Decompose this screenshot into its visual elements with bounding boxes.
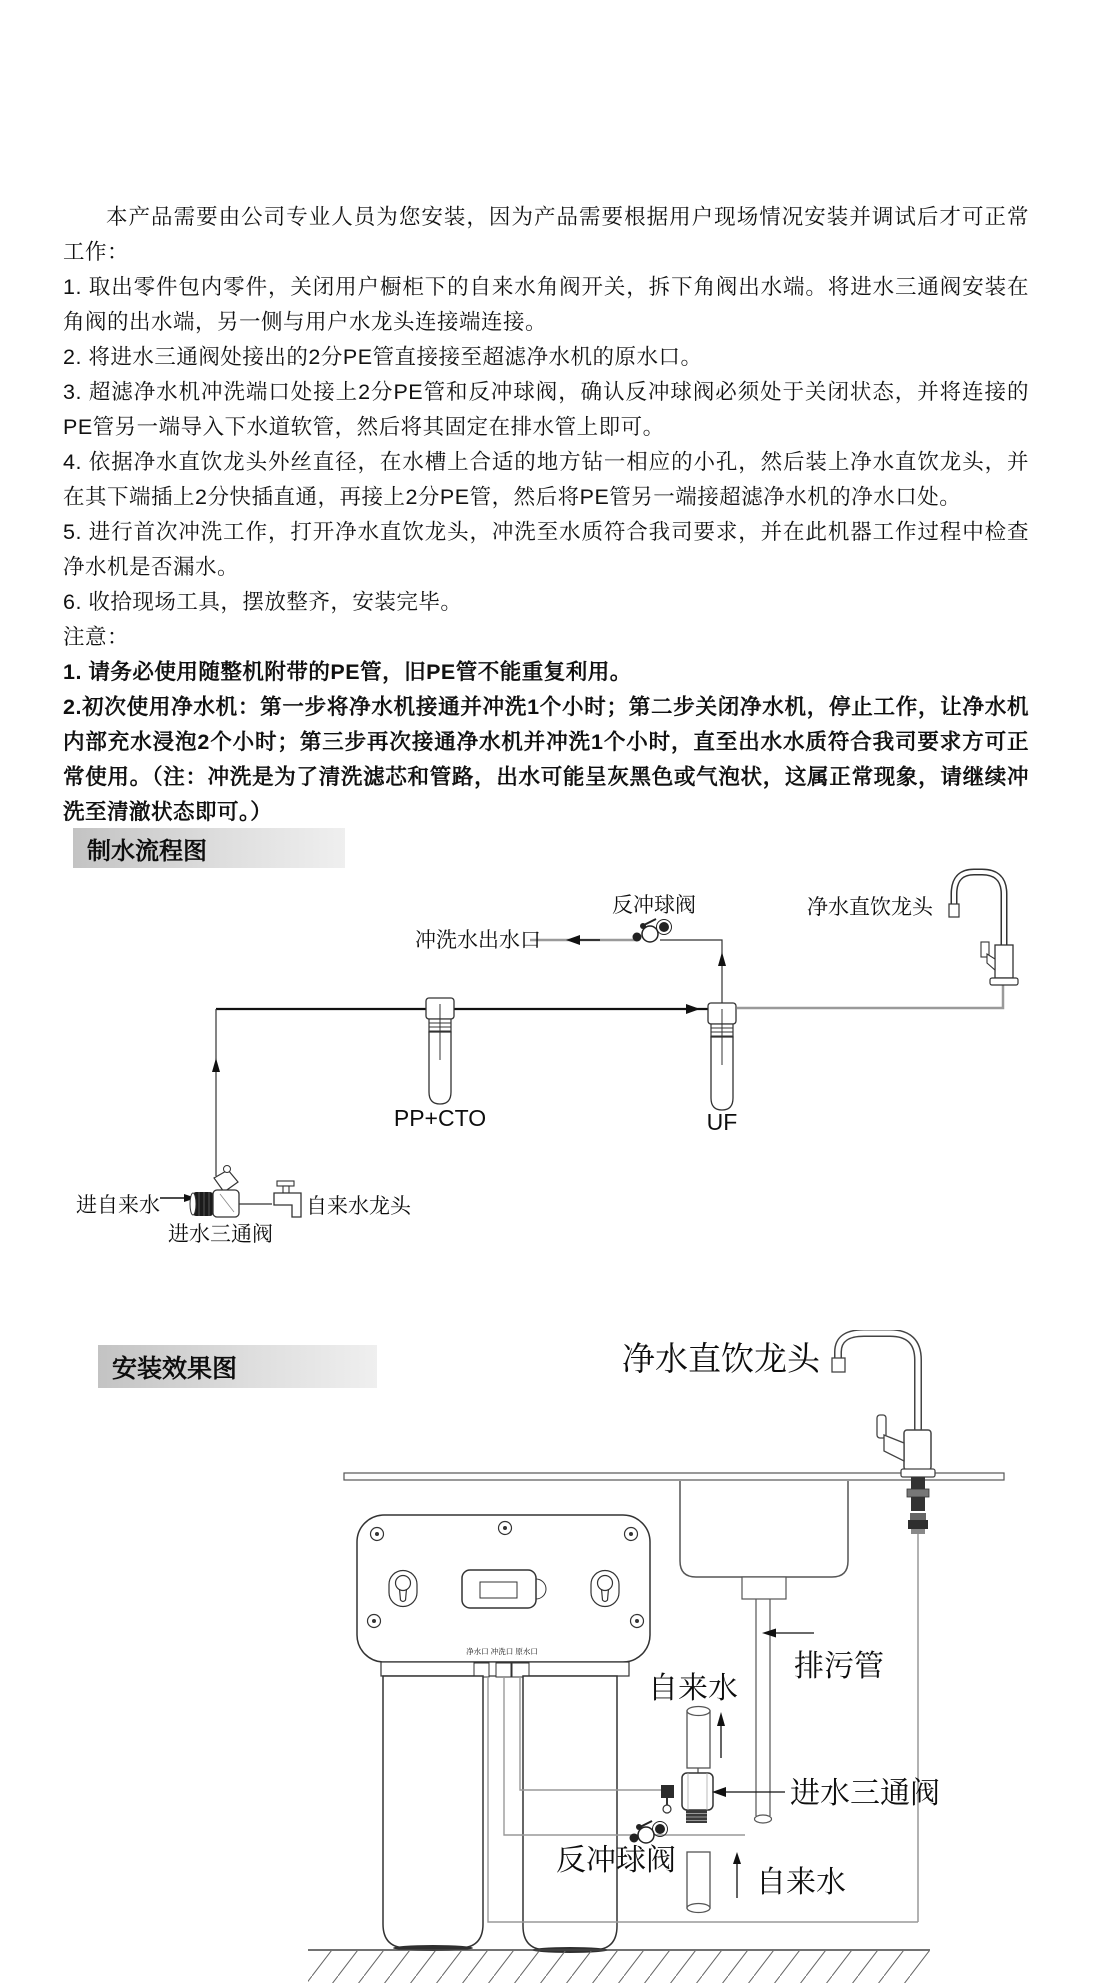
drain-pipe-label: 排污管 <box>794 1650 884 1683</box>
sink <box>680 1481 848 1577</box>
backwash-ball-valve-icon <box>630 1821 668 1843</box>
tap-water-pipe-lower <box>687 1852 710 1913</box>
left-arrow-icon <box>566 935 580 945</box>
step-4: 4. 依据净水直饮龙头外丝直径，在水槽上合适的地方钻一相应的小孔，然后装上净水直饮龙头，并在其下端插上2分快插直通，再接上2分PE管，然后将PE管另一端接超滤净水机的净水口处。 <box>63 450 1029 509</box>
up-arrow-icon <box>718 952 726 966</box>
display-panel <box>462 1570 546 1608</box>
inlet-tee-valve-label: 进水三通阀 <box>168 1223 273 1246</box>
pp-cto-filter-icon <box>426 998 454 1104</box>
drinking-faucet-icon <box>832 1333 935 1922</box>
right-arrow-icon <box>686 1004 700 1014</box>
filter-bottle <box>383 1676 483 1951</box>
note-2: 2.初次使用净水机：第一步将净水机接通并冲洗1个小时；第二步关闭净水机，停止工作，让净水机内部充水浸泡2个小时；第三步再次接通净水机并冲洗1个小时，直至出水水质符合我司要求方可正常使用。（注：冲洗是为了清洗滤芯和管路，出水可能呈灰黑色或气泡状，这属正常现象，请继续冲洗至清澈状态即可。） <box>63 695 1029 824</box>
uf-label: UF <box>706 1109 738 1135</box>
pp-cto-label: PP+CTO <box>393 1105 487 1131</box>
up-arrow-icon <box>733 1852 741 1864</box>
flow-section-title: 制水流程图 <box>87 837 207 865</box>
step-2: 2. 将进水三通阀处接出的2分PE管直接接至超滤净水机的原水口。 <box>63 345 703 369</box>
up-arrow-icon <box>717 1712 725 1726</box>
uf-filter-icon <box>708 1003 736 1110</box>
tap-water-upper-label: 自来水 <box>648 1672 738 1705</box>
tap-water-pipe-upper <box>687 1707 710 1769</box>
clean-water-tube <box>737 985 1003 1008</box>
inlet-tee-valve-label: 进水三通阀 <box>790 1777 940 1810</box>
kitchen-tap-icon <box>274 1181 301 1217</box>
backwash-ball-valve-icon <box>633 919 672 942</box>
filter-bottle <box>523 1676 617 1953</box>
drinking-faucet-label: 净水直饮龙头 <box>622 1340 820 1377</box>
sink-drain-fitting <box>742 1577 786 1599</box>
uf-flush-line <box>660 940 722 1008</box>
floor-hatch <box>308 1951 930 1983</box>
install-diagram <box>0 1330 1093 1985</box>
tap-inlet-label: 进自来水 <box>76 1194 160 1217</box>
step-1: 1. 取出零件包内零件，关闭用户橱柜下的自来水角阀开关，拆下角阀出水端。将进水三通阀安装在角阀的出水端，另一侧与用户水龙头连接端连接。 <box>63 275 1029 334</box>
step-5: 5. 进行首次冲洗工作，打开净水直饮龙头，冲洗至水质符合我司要求，并在此机器工作过程中检查净水机是否漏水。 <box>63 520 1029 579</box>
backwash-valve-label: 反冲球阀 <box>556 1844 676 1877</box>
note-1: 1. 请务必使用随整机附带的PE管，旧PE管不能重复利用。 <box>63 660 632 684</box>
notice-label: 注意： <box>63 625 130 649</box>
purifier-unit <box>357 1515 650 1677</box>
backwash-valve-label: 反冲球阀 <box>612 894 696 917</box>
flush-outlet-label: 冲洗水出水口 <box>415 929 541 952</box>
drinking-faucet-label: 净水直饮龙头 <box>807 896 933 919</box>
intro-paragraph: 本产品需要由公司专业人员为您安装，因为产品需要根据用户现场情况安装并调试后才可正常工作： <box>63 205 1029 264</box>
tap-faucet-label: 自来水龙头 <box>306 1195 411 1218</box>
step-6: 6. 收拾现场工具，摆放整齐，安装完毕。 <box>63 590 463 614</box>
installation-instructions <box>63 200 1029 830</box>
left-arrow-icon <box>762 1629 776 1638</box>
flow-diagram <box>0 860 1093 1275</box>
ports-label: 净水口 冲洗口 原水口 <box>466 1647 538 1656</box>
port-stubs <box>474 1663 529 1677</box>
install-section-title: 安装效果图 <box>112 1354 238 1383</box>
left-arrow-icon <box>712 1787 726 1797</box>
drinking-faucet-icon <box>949 872 1018 985</box>
step-3: 3. 超滤净水机冲洗端口处接上2分PE管和反冲球阀，确认反冲球阀必须处于关闭状态，并将连接的PE管另一端导入下水道软管，然后将其固定在排水管上即可。 <box>63 380 1029 439</box>
tap-water-lower-label: 自来水 <box>756 1866 846 1899</box>
inlet-tee-valve-icon <box>661 1768 713 1823</box>
up-arrow-icon <box>212 1058 220 1072</box>
inlet-tee-valve-icon <box>190 1166 239 1218</box>
